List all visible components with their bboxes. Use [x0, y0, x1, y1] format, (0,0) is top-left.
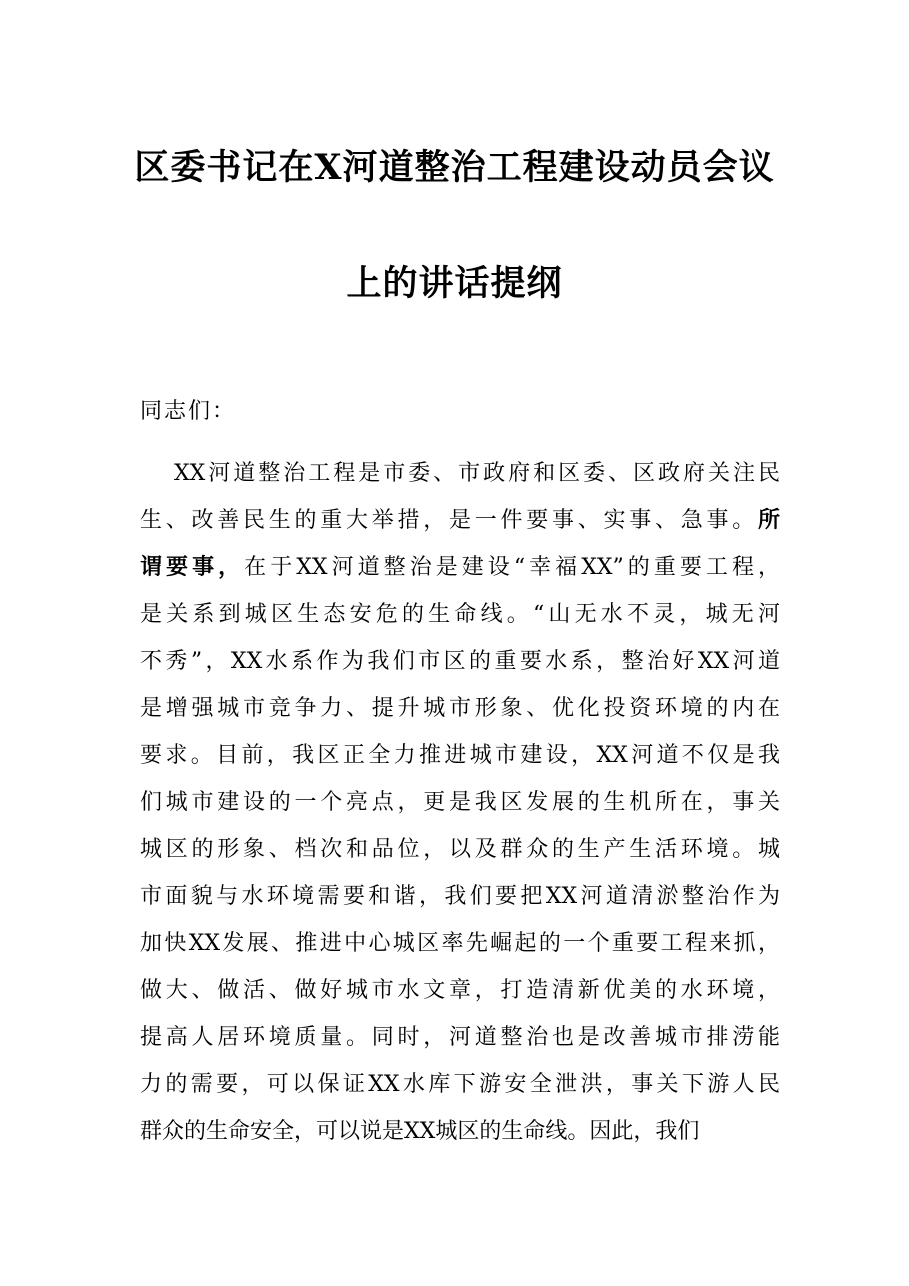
paragraph-line: XX河道整治工程是市委、市政府和区委、区政府关注民 [174, 461, 780, 486]
paragraph-line: 力的需要，可以保证XX水库下游安全泄洪，事关下游人民 [140, 1072, 780, 1097]
paragraph-line: 加快XX发展、推进中心城区率先崛起的一个重要工程来抓， [140, 931, 780, 956]
salutation: 同志们： [140, 399, 237, 424]
paragraph-line [140, 544, 780, 591]
paragraph-line: 做大、做活、做好城市水文章，打造清新优美的水环境， [140, 978, 780, 1003]
paragraph-line: 城区的形象、档次和品位，以及群众的生产生活环境。城 [140, 837, 780, 862]
paragraph-line [140, 497, 780, 544]
title-line-1: 区委书记在X河道整治工程建设动员会议 [134, 147, 775, 188]
paragraph-line: 市面貌与水环境需要和谐，我们要把XX河道清淤整治作为 [140, 884, 780, 909]
bold-phrase-start: 所 [757, 507, 780, 533]
bold-phrase-end: 谓要事， [140, 554, 245, 580]
body-paragraph [140, 450, 780, 1155]
paragraph-line: 提高人居环境质量。同时，河道整治也是改善城市排涝能 [140, 1025, 780, 1050]
paragraph-line: 群众的生命安全，可以说是XX城区的生命线。因此，我们 [140, 1119, 700, 1144]
paragraph-line: 是关系到城区生态安危的生命线。“山无水不灵，城无河 [140, 602, 780, 627]
paragraph-line: 不秀”，XX水系作为我们市区的重要水系，整治好XX河道 [140, 649, 780, 674]
paragraph-line: 要求。目前，我区正全力推进城市建设，XX河道不仅是我 [140, 743, 780, 768]
line-text: 生、改善民生的重大举措，是一件要事、实事、急事。 [140, 508, 758, 533]
paragraph-line: 们城市建设的一个亮点，更是我区发展的生机所在，事关 [140, 790, 780, 815]
line-text: 在于XX河道整治是建设“幸福XX”的重要工程， [244, 555, 780, 580]
title-line-2: 上的讲话提纲 [346, 263, 563, 304]
paragraph-line: 是增强城市竞争力、提升城市形象、优化投资环境的内在 [140, 696, 780, 721]
